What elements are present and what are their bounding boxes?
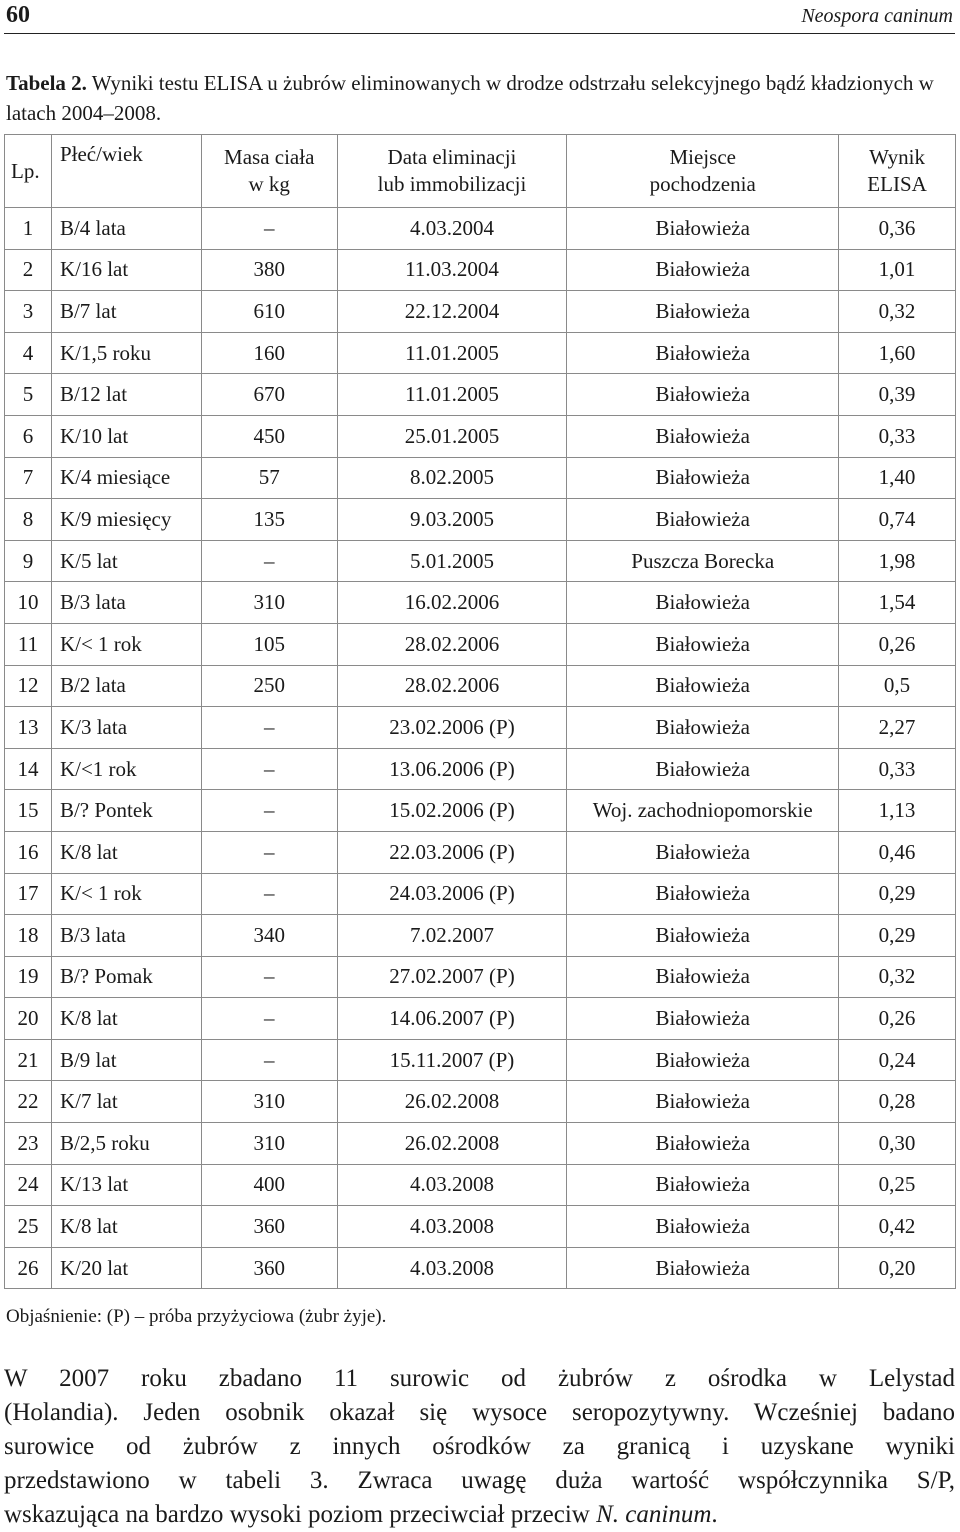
cell-date: 13.06.2006 (P) — [337, 748, 567, 790]
cell-date: 27.02.2007 (P) — [337, 956, 567, 998]
cell-mass: 670 — [201, 374, 337, 416]
table-row — [5, 332, 956, 374]
cell-origin: Białowieża — [567, 499, 839, 541]
cell-sex-age: K/7 lat — [51, 1081, 201, 1123]
table-row — [5, 540, 956, 582]
cell-date: 15.11.2007 (P) — [337, 1039, 567, 1081]
cell-elisa: 1,60 — [839, 332, 956, 374]
cell-elisa: 1,13 — [839, 790, 956, 832]
cell-elisa: 0,26 — [839, 998, 956, 1040]
cell-sex-age: K/10 lat — [51, 415, 201, 457]
cell-sex-age: B/? Pomak — [51, 956, 201, 998]
table-row — [5, 665, 956, 707]
paragraph-line: W 2007 roku zbadano 11 surowic od żubrów z ośrodka w Lelystad — [4, 1365, 955, 1392]
cell-sex-age: B/9 lat — [51, 1039, 201, 1081]
cell-mass: – — [201, 831, 337, 873]
cell-lp: 20 — [5, 998, 52, 1040]
body-paragraph — [4, 1362, 955, 1532]
cell-sex-age: K/16 lat — [51, 249, 201, 291]
cell-sex-age: B/2 lata — [51, 665, 201, 707]
cell-sex-age: B/12 lat — [51, 374, 201, 416]
cell-lp: 15 — [5, 790, 52, 832]
cell-date: 8.02.2005 — [337, 457, 567, 499]
cell-date: 22.12.2004 — [337, 291, 567, 333]
cell-sex-age: B/7 lat — [51, 291, 201, 333]
table-body — [5, 208, 956, 1289]
cell-elisa: 1,98 — [839, 540, 956, 582]
cell-origin: Białowieża — [567, 208, 839, 250]
cell-origin: Białowieża — [567, 582, 839, 624]
cell-elisa: 0,36 — [839, 208, 956, 250]
cell-date: 4.03.2004 — [337, 208, 567, 250]
cell-lp: 12 — [5, 665, 52, 707]
cell-lp: 3 — [5, 291, 52, 333]
cell-sex-age: K/5 lat — [51, 540, 201, 582]
paragraph-line: przedstawiono w tabeli 3. Zwraca uwagę duża wartość współczynnika S/P, — [4, 1467, 955, 1494]
cell-date: 4.03.2008 — [337, 1247, 567, 1289]
cell-mass: – — [201, 998, 337, 1040]
cell-lp: 9 — [5, 540, 52, 582]
paragraph-last-line: wskazująca na bardzo wysoki poziom przeciwciał przeciw N. caninum. — [4, 1501, 718, 1528]
cell-mass: 250 — [201, 665, 337, 707]
cell-lp: 7 — [5, 457, 52, 499]
cell-date: 28.02.2006 — [337, 665, 567, 707]
cell-origin: Białowieża — [567, 1247, 839, 1289]
cell-elisa: 2,27 — [839, 707, 956, 749]
cell-lp: 10 — [5, 582, 52, 624]
cell-date: 26.02.2008 — [337, 1123, 567, 1165]
cell-date: 25.01.2005 — [337, 415, 567, 457]
cell-mass: – — [201, 748, 337, 790]
cell-date: 11.01.2005 — [337, 332, 567, 374]
table-caption-label: Tabela 2. — [6, 71, 87, 95]
cell-origin: Białowieża — [567, 415, 839, 457]
cell-origin: Białowieża — [567, 1123, 839, 1165]
cell-date: 15.02.2006 (P) — [337, 790, 567, 832]
cell-origin: Białowieża — [567, 873, 839, 915]
table-row — [5, 790, 956, 832]
cell-origin: Woj. zachodniopomorskie — [567, 790, 839, 832]
cell-lp: 25 — [5, 1206, 52, 1248]
cell-origin: Białowieża — [567, 332, 839, 374]
cell-origin: Białowieża — [567, 249, 839, 291]
cell-origin: Białowieża — [567, 831, 839, 873]
cell-mass: 360 — [201, 1206, 337, 1248]
cell-date: 26.02.2008 — [337, 1081, 567, 1123]
table-row — [5, 956, 956, 998]
cell-date: 14.06.2007 (P) — [337, 998, 567, 1040]
cell-sex-age: K/< 1 rok — [51, 873, 201, 915]
cell-mass: – — [201, 707, 337, 749]
column-header-origin: Miejsce pochodzenia — [567, 135, 839, 208]
cell-lp: 11 — [5, 623, 52, 665]
table-row — [5, 1206, 956, 1248]
table-row — [5, 748, 956, 790]
cell-mass: 57 — [201, 457, 337, 499]
cell-origin: Białowieża — [567, 374, 839, 416]
cell-mass: – — [201, 956, 337, 998]
cell-origin: Puszcza Borecka — [567, 540, 839, 582]
cell-lp: 23 — [5, 1123, 52, 1165]
cell-mass: – — [201, 540, 337, 582]
cell-elisa: 0,30 — [839, 1123, 956, 1165]
cell-elisa: 0,32 — [839, 291, 956, 333]
cell-elisa: 0,74 — [839, 499, 956, 541]
cell-elisa: 1,40 — [839, 457, 956, 499]
table-row — [5, 915, 956, 957]
cell-sex-age: K/1,5 roku — [51, 332, 201, 374]
table-row — [5, 1039, 956, 1081]
cell-origin: Białowieża — [567, 291, 839, 333]
cell-elisa: 0,26 — [839, 623, 956, 665]
cell-mass: 340 — [201, 915, 337, 957]
cell-lp: 6 — [5, 415, 52, 457]
cell-sex-age: K/8 lat — [51, 998, 201, 1040]
column-header-lp: Lp. — [5, 135, 52, 208]
table-header-row — [5, 135, 956, 208]
cell-elisa: 1,54 — [839, 582, 956, 624]
cell-mass: 310 — [201, 582, 337, 624]
cell-mass: – — [201, 873, 337, 915]
cell-origin: Białowieża — [567, 1039, 839, 1081]
cell-elisa: 0,20 — [839, 1247, 956, 1289]
cell-sex-age: K/3 lata — [51, 707, 201, 749]
table-row — [5, 291, 956, 333]
cell-origin: Białowieża — [567, 457, 839, 499]
cell-sex-age: K/20 lat — [51, 1247, 201, 1289]
cell-lp: 4 — [5, 332, 52, 374]
cell-mass: 380 — [201, 249, 337, 291]
cell-lp: 14 — [5, 748, 52, 790]
table-caption — [6, 68, 952, 128]
column-header-date: Data eliminacji lub immobilizacji — [337, 135, 567, 208]
cell-elisa: 0,46 — [839, 831, 956, 873]
cell-sex-age: K/9 miesięcy — [51, 499, 201, 541]
cell-mass: 610 — [201, 291, 337, 333]
table-row — [5, 415, 956, 457]
cell-sex-age: K/13 lat — [51, 1164, 201, 1206]
cell-mass: – — [201, 1039, 337, 1081]
table-row — [5, 998, 956, 1040]
table-row — [5, 873, 956, 915]
cell-elisa: 0,33 — [839, 748, 956, 790]
table-row — [5, 831, 956, 873]
cell-sex-age: K/8 lat — [51, 831, 201, 873]
cell-sex-age: K/<1 rok — [51, 748, 201, 790]
cell-lp: 19 — [5, 956, 52, 998]
table-row — [5, 374, 956, 416]
cell-origin: Białowieża — [567, 998, 839, 1040]
cell-elisa: 0,29 — [839, 873, 956, 915]
cell-lp: 21 — [5, 1039, 52, 1081]
cell-lp: 26 — [5, 1247, 52, 1289]
cell-origin: Białowieża — [567, 956, 839, 998]
cell-origin: Białowieża — [567, 623, 839, 665]
page-header — [4, 0, 955, 34]
cell-sex-age: K/8 lat — [51, 1206, 201, 1248]
cell-date: 23.02.2006 (P) — [337, 707, 567, 749]
cell-elisa: 0,5 — [839, 665, 956, 707]
cell-lp: 16 — [5, 831, 52, 873]
cell-date: 24.03.2006 (P) — [337, 873, 567, 915]
cell-lp: 17 — [5, 873, 52, 915]
cell-date: 22.03.2006 (P) — [337, 831, 567, 873]
cell-sex-age: B/? Pontek — [51, 790, 201, 832]
cell-mass: 360 — [201, 1247, 337, 1289]
cell-mass: – — [201, 790, 337, 832]
cell-lp: 2 — [5, 249, 52, 291]
cell-date: 4.03.2008 — [337, 1164, 567, 1206]
cell-mass: 310 — [201, 1081, 337, 1123]
cell-elisa: 0,28 — [839, 1081, 956, 1123]
table-row — [5, 457, 956, 499]
cell-mass: 135 — [201, 499, 337, 541]
cell-date: 4.03.2008 — [337, 1206, 567, 1248]
table-row — [5, 707, 956, 749]
cell-origin: Białowieża — [567, 1164, 839, 1206]
paragraph-line: surowice od żubrów z innych ośrodków za granicą i uzyskane wyniki — [4, 1433, 955, 1460]
cell-date: 16.02.2006 — [337, 582, 567, 624]
table-caption-text: Wyniki testu ELISA u żubrów eliminowanych w drodze odstrzału selekcyjnego bądź kładzionych w latach 2004–2008. — [6, 71, 934, 125]
table-row — [5, 208, 956, 250]
cell-date: 11.01.2005 — [337, 374, 567, 416]
cell-mass: 450 — [201, 415, 337, 457]
cell-origin: Białowieża — [567, 1081, 839, 1123]
cell-date: 28.02.2006 — [337, 623, 567, 665]
table-row — [5, 1081, 956, 1123]
table-note: Objaśnienie: (P) – próba przyżyciowa (żubr żyje). — [6, 1306, 387, 1327]
elisa-results-table — [4, 134, 956, 1289]
cell-mass: – — [201, 208, 337, 250]
table-row — [5, 623, 956, 665]
cell-lp: 18 — [5, 915, 52, 957]
cell-lp: 13 — [5, 707, 52, 749]
cell-date: 7.02.2007 — [337, 915, 567, 957]
cell-date: 11.03.2004 — [337, 249, 567, 291]
cell-origin: Białowieża — [567, 665, 839, 707]
running-title: Neospora caninum — [801, 5, 953, 27]
table-row — [5, 1164, 956, 1206]
column-header-sex-age: Płeć/wiek — [51, 135, 201, 208]
cell-sex-age: B/3 lata — [51, 582, 201, 624]
table-row — [5, 1247, 956, 1289]
cell-sex-age: B/3 lata — [51, 915, 201, 957]
cell-sex-age: B/2,5 roku — [51, 1123, 201, 1165]
cell-lp: 8 — [5, 499, 52, 541]
cell-origin: Białowieża — [567, 707, 839, 749]
table-row — [5, 1123, 956, 1165]
cell-sex-age: K/< 1 rok — [51, 623, 201, 665]
cell-sex-age: K/4 miesiące — [51, 457, 201, 499]
cell-elisa: 1,01 — [839, 249, 956, 291]
cell-origin: Białowieża — [567, 1206, 839, 1248]
cell-sex-age: B/4 lata — [51, 208, 201, 250]
cell-elisa: 0,24 — [839, 1039, 956, 1081]
cell-elisa: 0,25 — [839, 1164, 956, 1206]
cell-mass: 310 — [201, 1123, 337, 1165]
cell-date: 9.03.2005 — [337, 499, 567, 541]
cell-lp: 24 — [5, 1164, 52, 1206]
cell-lp: 5 — [5, 374, 52, 416]
cell-elisa: 0,33 — [839, 415, 956, 457]
column-header-mass: Masa ciała w kg — [201, 135, 337, 208]
cell-mass: 160 — [201, 332, 337, 374]
cell-origin: Białowieża — [567, 748, 839, 790]
table-row — [5, 582, 956, 624]
species-name: N. caninum — [596, 1501, 712, 1528]
cell-date: 5.01.2005 — [337, 540, 567, 582]
cell-mass: 105 — [201, 623, 337, 665]
paragraph-line: (Holandia). Jeden osobnik okazał się wysoce seropozytywny. Wcześniej badano — [4, 1399, 955, 1426]
cell-lp: 1 — [5, 208, 52, 250]
page-number: 60 — [6, 2, 30, 28]
table-row — [5, 249, 956, 291]
cell-mass: 400 — [201, 1164, 337, 1206]
cell-elisa: 0,29 — [839, 915, 956, 957]
cell-elisa: 0,32 — [839, 956, 956, 998]
cell-lp: 22 — [5, 1081, 52, 1123]
table-row — [5, 499, 956, 541]
cell-origin: Białowieża — [567, 915, 839, 957]
column-header-elisa: Wynik ELISA — [839, 135, 956, 208]
cell-elisa: 0,42 — [839, 1206, 956, 1248]
cell-elisa: 0,39 — [839, 374, 956, 416]
